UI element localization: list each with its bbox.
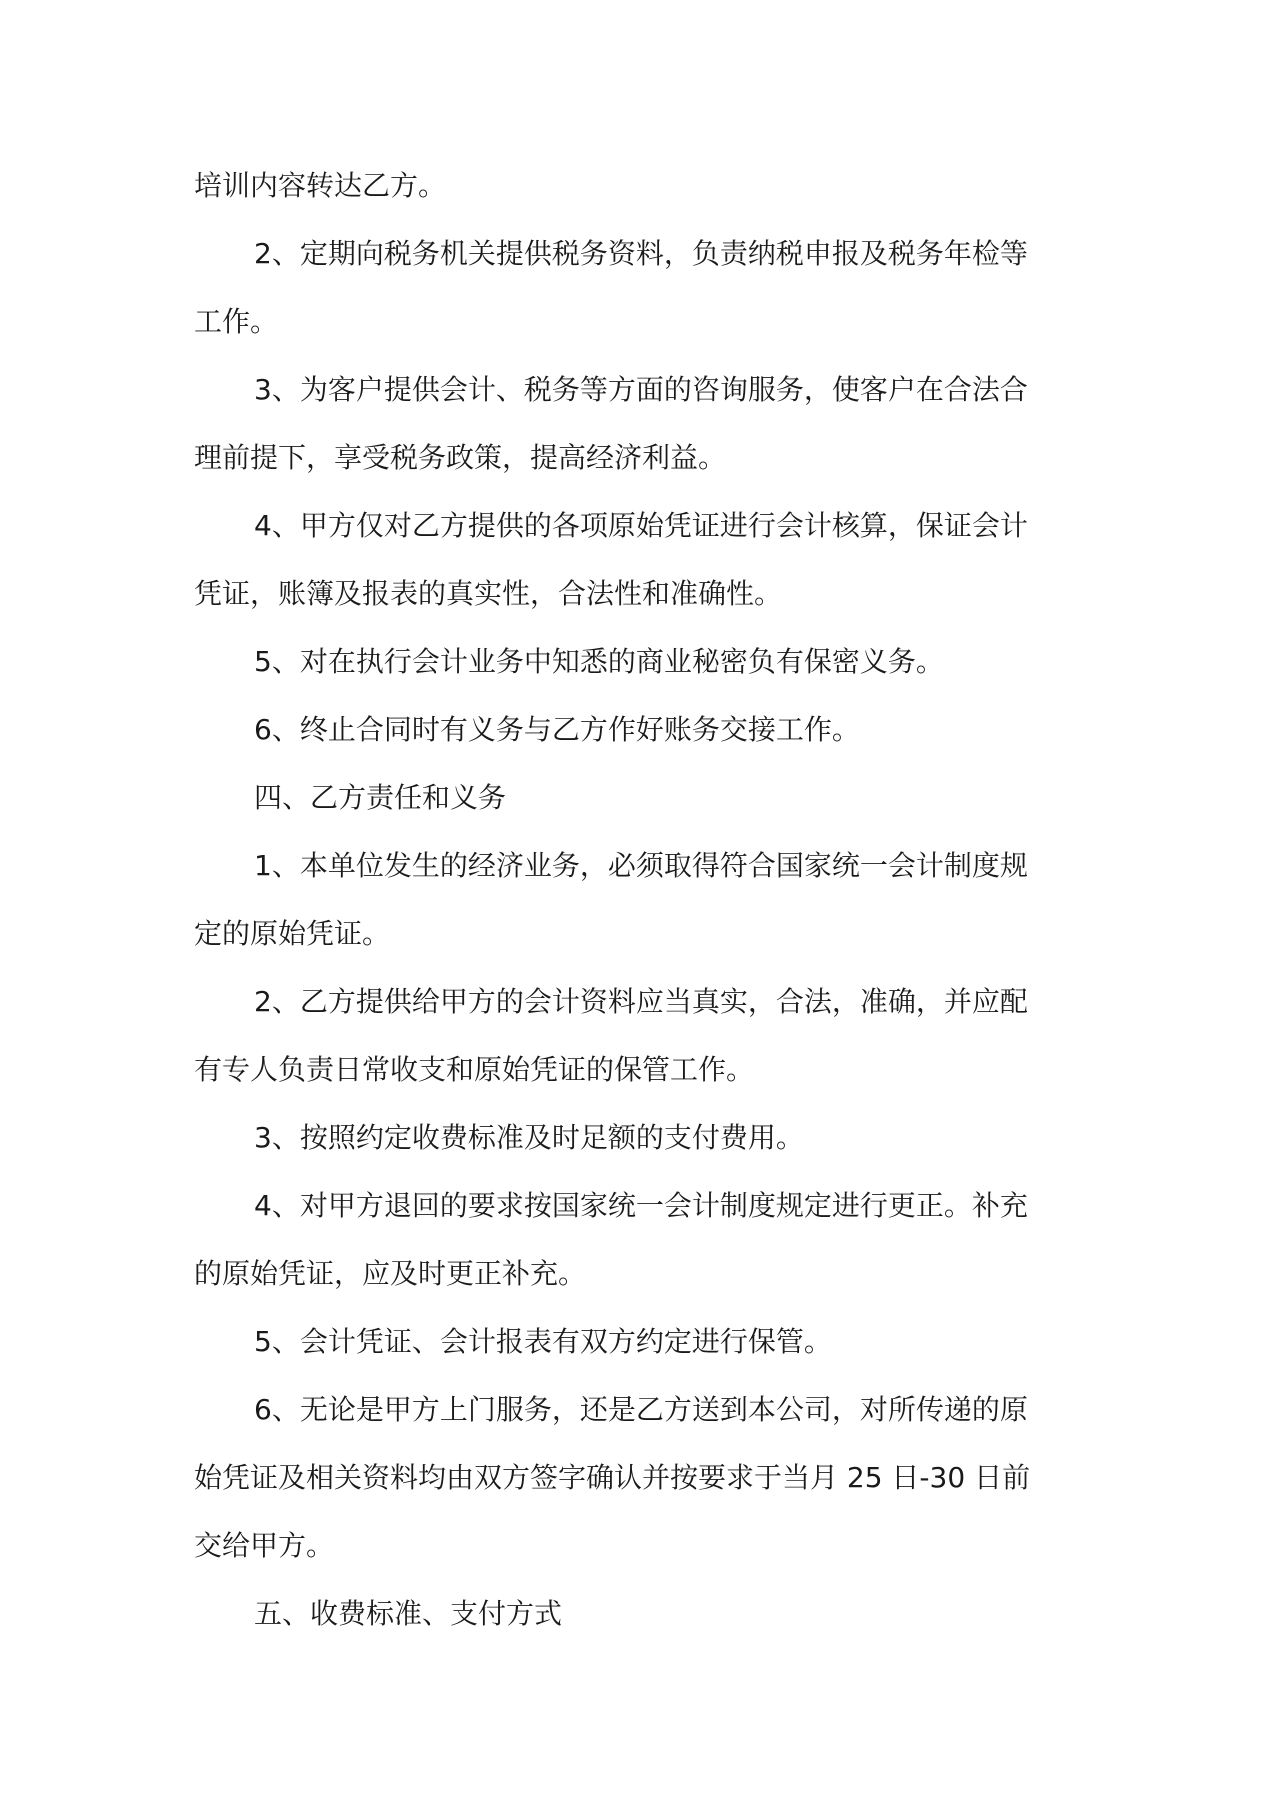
text-line: 交给甲方。 (194, 1529, 335, 1562)
text-line: 培训内容转达乙方。 (194, 169, 447, 202)
text-line: 6、无论是甲方上门服务，还是乙方送到本公司，对所传递的原 (254, 1393, 1028, 1426)
text-line: 6、终止合同时有义务与乙方作好账务交接工作。 (254, 713, 860, 746)
text-line: 定的原始凭证。 (194, 917, 391, 950)
text-line: 2、定期向税务机关提供税务资料，负责纳税申报及税务年检等 (254, 237, 1028, 270)
text-line: 4、对甲方退回的要求按国家统一会计制度规定进行更正。补充 (254, 1189, 1028, 1222)
text-line: 2、乙方提供给甲方的会计资料应当真实，合法，准确，并应配 (254, 985, 1028, 1018)
text-line: 3、为客户提供会计、税务等方面的咨询服务，使客户在合法合 (254, 373, 1028, 406)
text-line: 的原始凭证，应及时更正补充。 (194, 1257, 587, 1290)
text-line: 5、会计凭证、会计报表有双方约定进行保管。 (254, 1325, 832, 1358)
text-line: 理前提下，享受税务政策，提高经济利益。 (194, 441, 727, 474)
text-line: 4、甲方仅对乙方提供的各项原始凭证进行会计核算，保证会计 (254, 509, 1028, 542)
text-line: 工作。 (194, 305, 279, 338)
section-heading: 四、乙方责任和义务 (254, 781, 507, 814)
text-line: 有专人负责日常收支和原始凭证的保管工作。 (194, 1053, 755, 1086)
text-line: 凭证，账簿及报表的真实性，合法性和准确性。 (194, 577, 783, 610)
text-line: 始凭证及相关资料均由双方签字确认并按要求于当月 25 日-30 日前 (194, 1461, 1031, 1494)
text-line: 1、本单位发生的经济业务，必须取得符合国家统一会计制度规 (254, 849, 1028, 882)
text-line: 3、按照约定收费标准及时足额的支付费用。 (254, 1121, 804, 1154)
section-heading: 五、收费标准、支付方式 (254, 1597, 563, 1630)
text-line: 5、对在执行会计业务中知悉的商业秘密负有保密义务。 (254, 645, 944, 678)
